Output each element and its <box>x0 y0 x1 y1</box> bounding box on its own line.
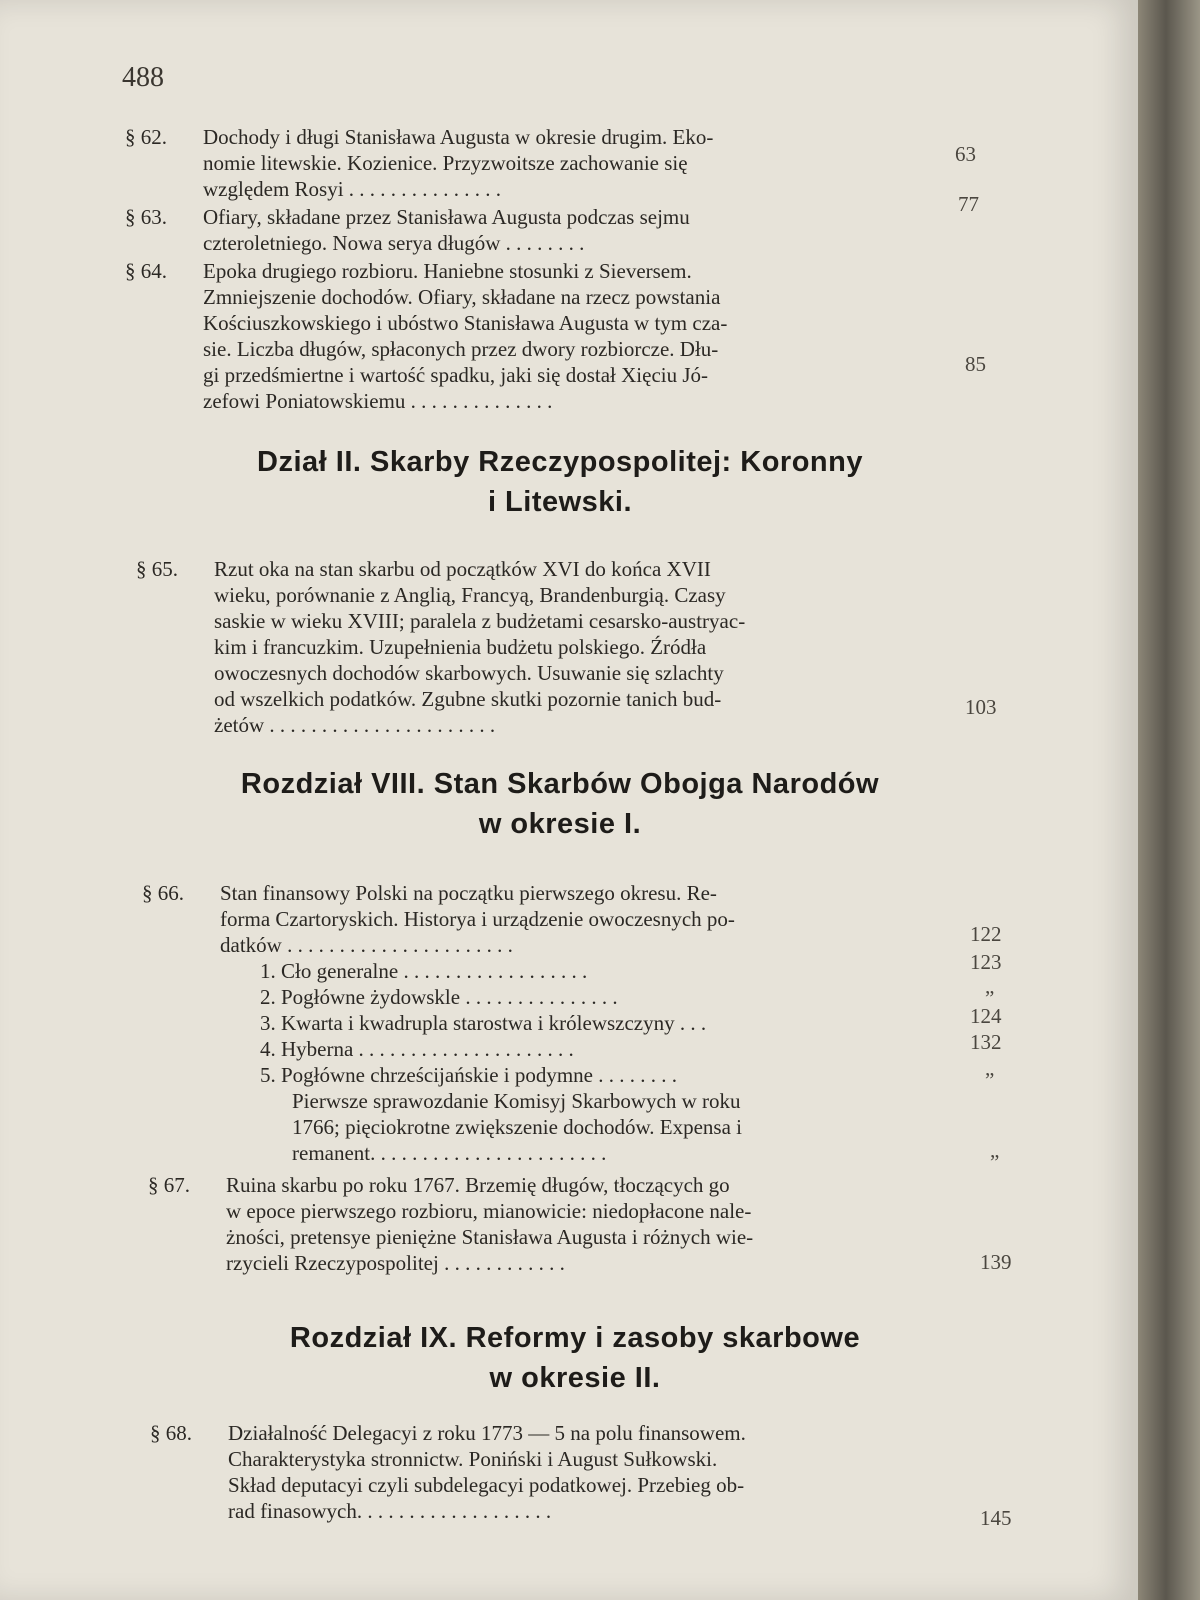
entry-text <box>228 1420 928 1524</box>
toc-subitem <box>292 1114 742 1140</box>
entry-line: Ruina skarbu po roku 1767. Brzemię długów, tłoczących go <box>226 1173 730 1197</box>
page-reference: 77 <box>958 192 979 216</box>
page-reference: 63 <box>955 142 976 166</box>
entry-text <box>226 1172 926 1276</box>
entry-line: Dochody i długi Stanisława Augusta w okresie drugim. Eko- <box>203 125 714 149</box>
page-reference: ” <box>985 986 995 1010</box>
page-reference: 85 <box>965 352 986 376</box>
entry-line: Epoka drugiego rozbioru. Haniebne stosunki z Sieversem. <box>203 259 692 283</box>
entry-text <box>220 880 920 958</box>
entry-line: Zmniejszenie dochodów. Ofiary, składane na rzecz powstania <box>203 285 721 309</box>
entry-text <box>203 204 903 256</box>
entry-line: forma Czartoryskich. Historya i urządzenie owoczesnych po- <box>220 907 735 931</box>
entry-line: rad finasowych. . . . . . . . . . . . . . . . . . . <box>228 1499 552 1523</box>
entry-line: saskie w wieku XVIII; paralela z budżetami cesarsko-austryac- <box>214 609 746 633</box>
heading-line: i Litewski. <box>487 486 633 518</box>
page-reference: 145 <box>980 1506 1012 1530</box>
heading-line: w okresie I. <box>478 808 642 840</box>
book-spine <box>1138 0 1200 1600</box>
entry-line: gi przedśmiertne i wartość spadku, jaki się dostał Xięciu Jó- <box>203 363 709 387</box>
section-number: § 63. <box>125 205 167 229</box>
page-reference: 124 <box>970 1004 1002 1028</box>
toc-subitem <box>260 984 618 1010</box>
entry-line: kim i francuzkim. Uzupełnienia budżetu polskiego. Źródła <box>214 635 707 659</box>
subitem-label: 4. Hyberna . . . . . . . . . . . . . . . . . . . . . <box>260 1037 574 1061</box>
entry-text <box>203 258 903 414</box>
page-reference: 132 <box>970 1030 1002 1054</box>
entry-line: względem Rosyi . . . . . . . . . . . . . . . <box>203 177 502 201</box>
chapter-heading <box>125 1318 1025 1398</box>
entry-line: w epoce pierwszego rozbioru, mianowicie: niedopłacone nale- <box>226 1199 752 1223</box>
entry-line: Kościuszkowskiego i ubóstwo Stanisława Augusta w tym cza- <box>203 311 728 335</box>
subitem-label: 2. Pogłówne żydowskle . . . . . . . . . . . . . . . <box>260 985 618 1009</box>
subitem-label: 5. Pogłówne chrześcijańskie i podymne . . . . . . . . <box>260 1063 678 1087</box>
section-number: § 68. <box>150 1421 192 1445</box>
heading-line: Rozdział VIII. Stan Skarbów Obojga Narodów <box>240 768 880 800</box>
subitem-label: 1. Cło generalne . . . . . . . . . . . . . . . . . . <box>260 959 588 983</box>
heading-line: Dział II. Skarby Rzeczypospolitej: Koronny <box>257 446 863 478</box>
entry-line: wieku, porównanie z Anglią, Francyą, Brandenburgią. Czasy <box>214 583 726 607</box>
entry-text <box>203 124 903 202</box>
section-heading <box>110 442 1010 522</box>
subitem-label: 3. Kwarta i kwadrupla starostwa i królewszczyny . . . <box>260 1011 707 1035</box>
entry-line: owoczesnych dochodów skarbowych. Usuwanie się szlachty <box>214 661 724 685</box>
chapter-heading <box>110 764 1010 844</box>
page-reference: 122 <box>970 922 1002 946</box>
subitem-label: remanent. . . . . . . . . . . . . . . . . . . . . . . <box>292 1141 607 1165</box>
toc-subitem <box>260 1062 677 1088</box>
section-number: § 67. <box>148 1173 190 1197</box>
entry-line: Skład deputacyi czyli subdelegacyi podatkowej. Przebieg ob- <box>228 1473 745 1497</box>
page-reference: ” <box>990 1150 1000 1174</box>
toc-subitem <box>260 1036 574 1062</box>
heading-line: w okresie II. <box>489 1362 661 1394</box>
entry-line: od wszelkich podatków. Zgubne skutki pozornie tanich bud- <box>214 687 722 711</box>
section-number: § 64. <box>125 259 167 283</box>
entry-text <box>214 556 914 738</box>
subitem-label: Pierwsze sprawozdanie Komisyj Skarbowych w roku <box>292 1089 741 1113</box>
toc-subitem <box>260 1010 706 1036</box>
toc-subitem <box>292 1088 741 1114</box>
entry-line: Stan finansowy Polski na początku pierwszego okresu. Re- <box>220 881 717 905</box>
entry-line: czteroletniego. Nowa serya długów . . . . . . . . <box>203 231 585 255</box>
section-number: § 65. <box>136 557 178 581</box>
entry-line: Charakterystyka stronnictw. Poniński i August Sułkowski. <box>228 1447 718 1471</box>
entry-line: żności, pretensye pieniężne Stanisława Augusta i różnych wie- <box>226 1225 754 1249</box>
page-number: 488 <box>122 62 164 93</box>
entry-line: rzycieli Rzeczypospolitej . . . . . . . . . . . . <box>226 1251 565 1275</box>
entry-line: Ofiary, składane przez Stanisława Augusta podczas sejmu <box>203 205 690 229</box>
entry-line: Działalność Delegacyi z roku 1773 — 5 na polu finansowem. <box>228 1421 746 1445</box>
section-number: § 62. <box>125 125 167 149</box>
subitem-label: 1766; pięciokrotne zwiększenie dochodów. Expensa i <box>292 1115 743 1139</box>
entry-line: nomie litewskie. Kozienice. Przyzwoitsze zachowanie się <box>203 151 688 175</box>
page-reference: ” <box>985 1068 995 1092</box>
entry-line: datków . . . . . . . . . . . . . . . . . . . . . . <box>220 933 513 957</box>
toc-subitem <box>260 958 587 984</box>
entry-line: żetów . . . . . . . . . . . . . . . . . . . . . . <box>214 713 496 737</box>
heading-line: Rozdział IX. Reformy i zasoby skarbowe <box>289 1322 861 1354</box>
section-number: § 66. <box>142 881 184 905</box>
page-reference: 103 <box>965 695 997 719</box>
entry-line: zefowi Poniatowskiemu . . . . . . . . . . . . . . <box>203 389 553 413</box>
toc-subitem <box>292 1140 606 1166</box>
page-reference: 123 <box>970 950 1002 974</box>
page-reference: 139 <box>980 1250 1012 1274</box>
entry-line: sie. Liczba długów, spłaconych przez dwory rozbiorcze. Dłu- <box>203 337 719 361</box>
entry-line: Rzut oka na stan skarbu od początków XVI do końca XVII <box>214 557 711 581</box>
